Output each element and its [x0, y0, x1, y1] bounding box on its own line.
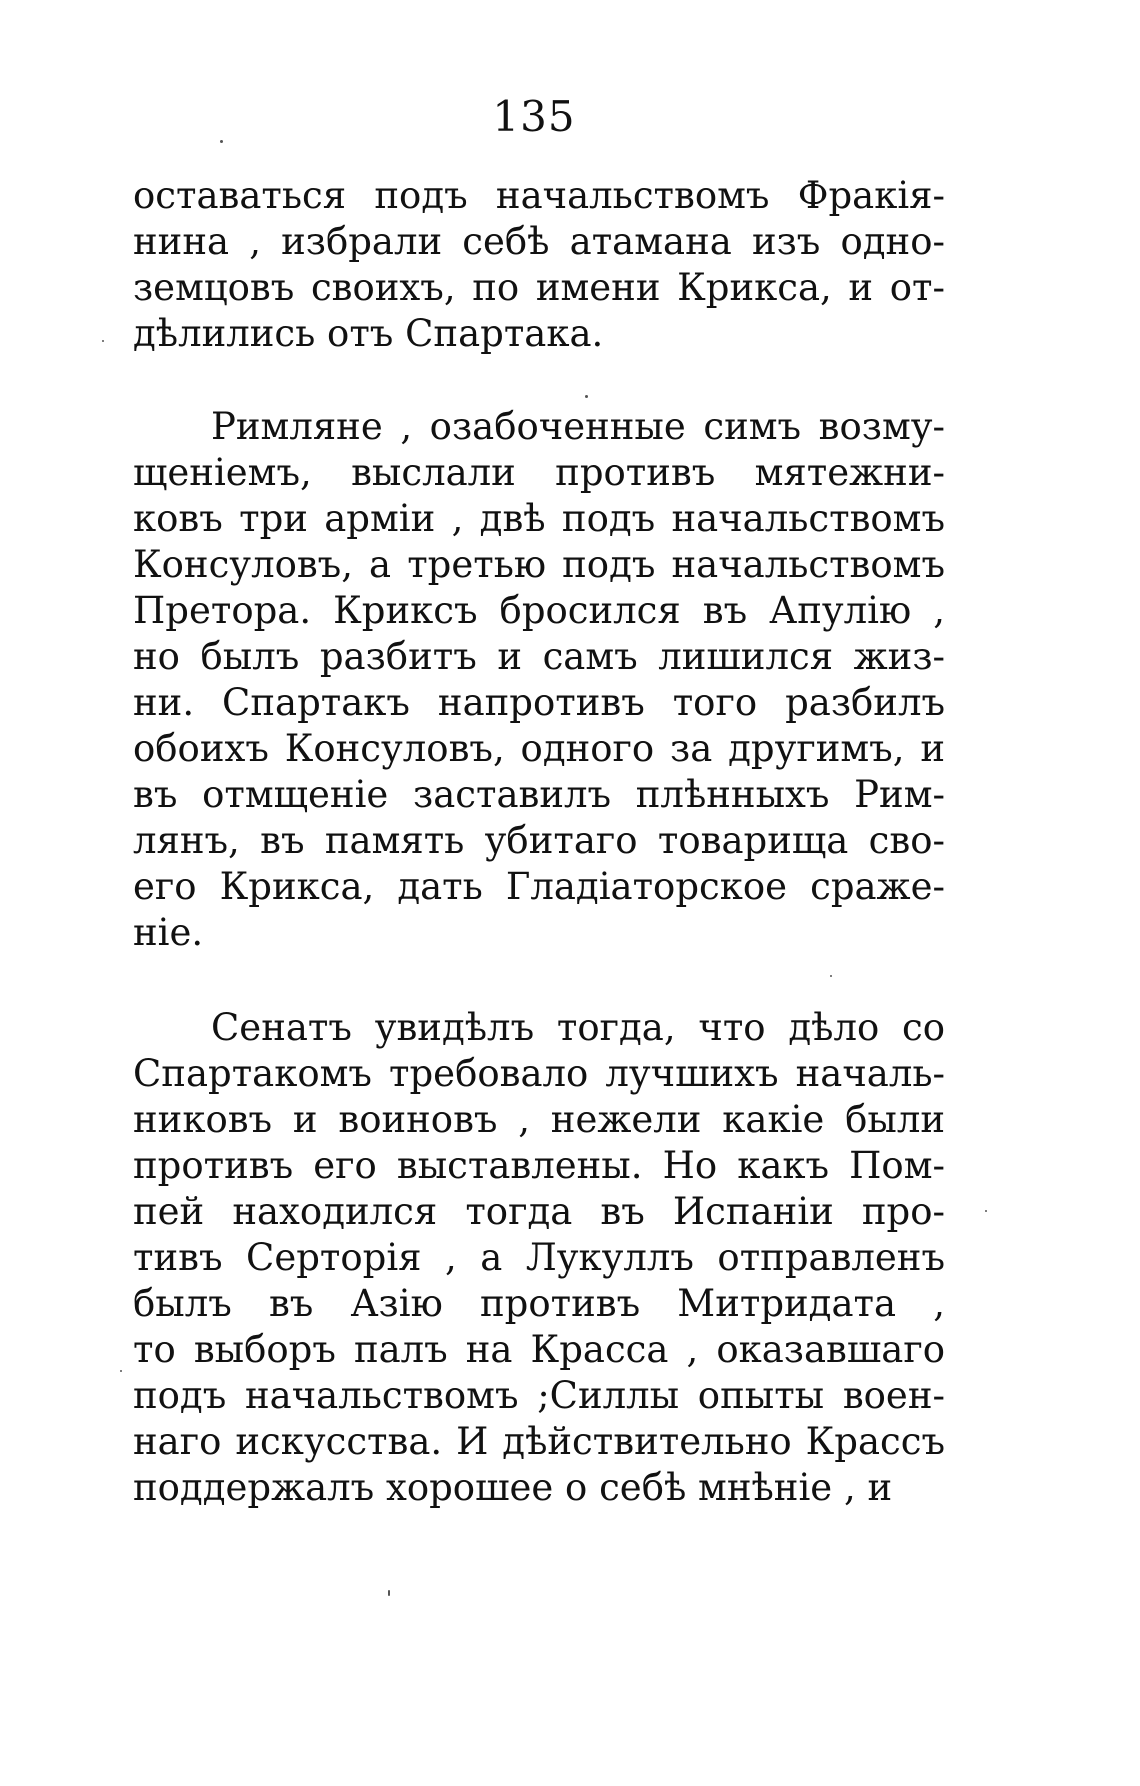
- text-line: нина , избрали себѣ атамана изъ одно-: [133, 220, 945, 263]
- text-line: обоихъ Консуловъ, одного за другимъ, и: [133, 727, 945, 770]
- text-line: противъ его выставлены. Но какъ Пом-: [133, 1144, 945, 1187]
- text-line: лянъ, въ память убитаго товарища сво-: [133, 819, 945, 862]
- text-line: наго искусства. И дѣйствительно Крассъ: [133, 1420, 945, 1463]
- text-line: ніе.: [133, 911, 204, 954]
- text-line: Сенатъ увидѣлъ тогда, что дѣло со: [211, 1006, 945, 1049]
- text-line: поддержалъ хорошее о себѣ мнѣніе , и: [133, 1466, 893, 1509]
- paper-speck: [388, 1590, 390, 1596]
- paragraph-3: [133, 1005, 945, 1511]
- text-line: дѣлились отъ Спартака.: [133, 312, 604, 355]
- text-line: то выборъ палъ на Красса , оказавшаго: [133, 1328, 945, 1371]
- text-line: тивъ Серторія , а Лукуллъ отправленъ: [133, 1236, 945, 1279]
- text-line: пей находился тогда въ Испаніи про-: [133, 1190, 945, 1233]
- text-line: земцовъ своихъ, по имени Крикса, и от-: [133, 266, 945, 309]
- text-line: ковъ три арміи , двѣ подъ начальствомъ: [133, 497, 945, 540]
- paper-speck: [120, 1370, 122, 1372]
- paper-speck: [585, 395, 588, 398]
- text-line: Спартакомъ требовало лучшихъ началь-: [133, 1052, 945, 1095]
- paragraph-1: [133, 173, 945, 357]
- text-line: но былъ разбитъ и самъ лишился жиз-: [133, 635, 945, 678]
- text-line: былъ въ Азію противъ Митридата ,: [133, 1282, 945, 1325]
- paper-speck: [220, 140, 223, 143]
- text-line: въ отмщеніе заставилъ плѣнныхъ Рим-: [133, 773, 945, 816]
- text-line: Претора. Криксъ бросился въ Апулію ,: [133, 589, 945, 632]
- paper-speck: [985, 1210, 987, 1212]
- paper-speck: [830, 975, 832, 977]
- text-line: оставаться подъ начальствомъ Фракія-: [133, 174, 945, 217]
- text-line: Консуловъ, а третью подъ начальствомъ: [133, 543, 945, 586]
- page-number: 135: [492, 92, 576, 141]
- text-line: подъ начальствомъ ;Силлы опыты воен-: [133, 1374, 945, 1417]
- text-line: его Крикса, дать Гладіаторское сраже-: [133, 865, 945, 908]
- text-line: ни. Спартакъ напротивъ того разбилъ: [133, 681, 945, 724]
- text-line: Римляне , озабоченные симъ возму-: [211, 405, 945, 448]
- paragraph-2: [133, 404, 945, 956]
- paper-speck: [102, 340, 104, 342]
- text-line: щеніемъ, выслали противъ мятежни-: [133, 451, 945, 494]
- text-line: никовъ и воиновъ , нежели какіе были: [133, 1098, 945, 1141]
